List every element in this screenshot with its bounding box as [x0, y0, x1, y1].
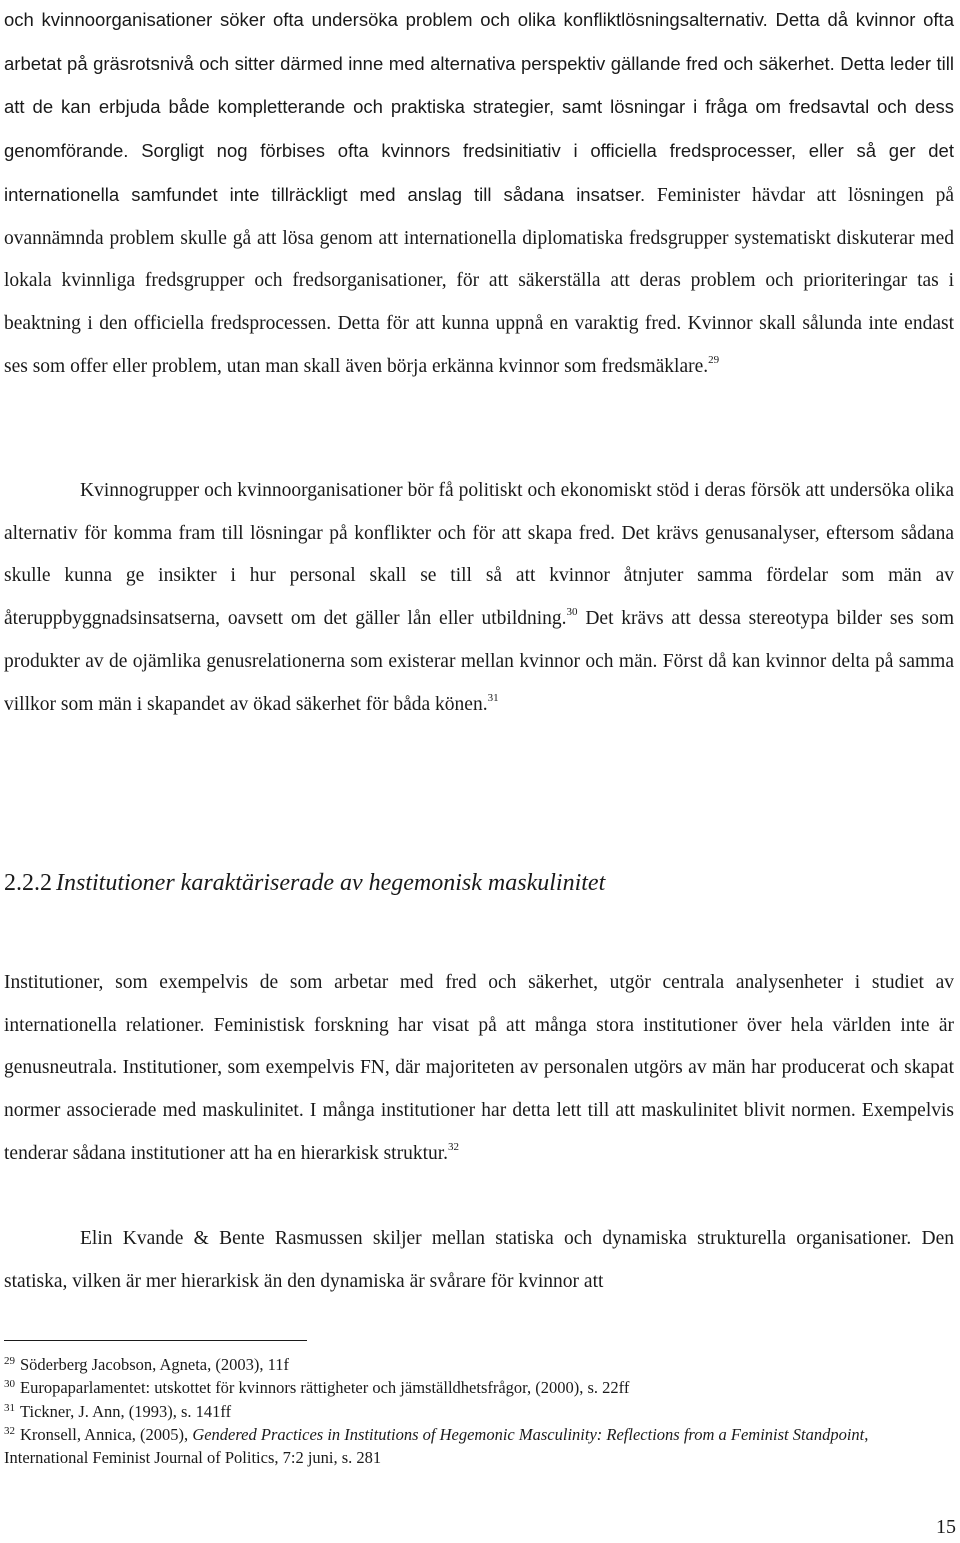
footnote-separator: [4, 1340, 307, 1341]
body-paragraph-2: [4, 470, 954, 726]
footnote-cited-title: Gendered Practices in Institutions of Hegemonic Masculinity: Reflections from a Feminist Standpoint: [192, 1424, 865, 1444]
body-paragraph-3: [4, 962, 954, 1176]
paragraph-3-text: Institutioner, som exempelvis de som arbetar med fred och säkerhet, utgör centrala analysenheter i studiet av internationella relationer. Feministisk forskning har visat på att många stora institutioner över hela världen inte är genusneutrala. Institutioner, som exempelvis FN, där majoriteten av personalen utgörs av män har producerat och skapat normer associerade med maskulinitet. I många institutioner har detta lett till att maskulinitet blivit normen. Exempelvis tenderar sådana institutioner att ha en hierarkisk struktur.: [4, 972, 954, 1164]
footnote-text: Söderberg Jacobson, Agneta, (2003), 11f: [20, 1355, 289, 1374]
footnotes: [4, 1353, 954, 1469]
paragraph-2-text-a: Kvinnogrupper och kvinnoorganisationer bör få politiskt och ekonomiskt stöd i deras försök att undersöka olika alternativ för komma fram till lösningar på konflikter och för att skapa fred. Det krävs genusanalyser, eftersom sådana skulle kunna ge insikter i hur personal skall se till så att kvinnor åtnjuter samma fördelar som män av återuppbyggnadsinsatserna, oavsett om det gäller lån eller utbildning.: [4, 480, 954, 630]
paragraph-1-sans-text: och kvinnoorganisationer söker ofta undersöka problem och olika konfliktlösningsalternativ. Detta då kvinnor ofta arbetat på gräsrotsnivå och sitter därmed inne med alternativa perspektiv gällande fred och säkerhet. Detta leder till att de kan erbjuda både kompletterande och praktiska strategier, samt lösningar i fråga om fredsavtal och dess genomförande. Sorgligt nog förbises ofta kvinnors fredsinitiativ i officiella fredsprocesser, eller så ger det internationella samfundet inte tillräckligt med anslag till sådana insatser.: [4, 9, 954, 205]
body-paragraph-4: [4, 1218, 954, 1303]
footnote-30: [4, 1376, 954, 1399]
footnote-ref-29: 29: [708, 353, 720, 366]
page-number: 15: [936, 1516, 956, 1538]
footnote-ref-30: 30: [566, 606, 578, 619]
footnote-number: 29: [4, 1355, 15, 1367]
footnote-text: Europaparlamentet: utskottet för kvinnors rättigheter och jämställdhetsfrågor, (2000), s. 22ff: [20, 1378, 630, 1398]
footnote-text: Tickner, J. Ann, (1993), s. 141ff: [20, 1401, 232, 1421]
section-heading-number: 2.2.2: [4, 870, 52, 896]
section-heading-title: Institutioner karaktäriserade av hegemonisk maskulinitet: [56, 870, 606, 896]
footnote-number: 30: [4, 1378, 15, 1391]
footnote-number: 32: [4, 1424, 15, 1437]
paragraph-2-text-b: Det krävs att dessa stereotypa bilder ses som produkter av de ojämlika genusrelationerna som existerar mellan kvinnor och män. Först då kan kvinnor delta på samma villkor som män i skapandet av ökad säkerhet för båda könen.: [4, 608, 955, 715]
footnote-text-after: , International Feminist Journal of Politics, 7:2 juni, s. 281: [4, 1424, 869, 1468]
footnote-32: [4, 1423, 954, 1470]
paragraph-4-text: Elin Kvande & Bente Rasmussen skiljer mellan statiska och dynamiska strukturella organisationer. Den statiska, vilken är mer hierarkisk än den dynamiska är svårare för kvinnor att: [4, 1228, 954, 1292]
footnote-text-before: Kronsell, Annica, (2005),: [20, 1424, 193, 1444]
body-paragraph-1: [4, 0, 954, 388]
footnote-ref-31: 31: [487, 691, 499, 704]
paragraph-1-serif-text: Feminister hävdar att lösningen på ovannämnda problem skulle gå att lösa genom att internationella diplomatiska fredsgrupper systematiskt diskuterar med lokala kvinnliga fredsgrupper och fredsorganisationer, för att säkerställa att deras problem och prioriteringar tas i beaktning i den officiella fredsprocessen. Detta för att kunna uppnå en varaktig fred. Kvinnor skall sålunda inte endast ses som offer eller problem, utan man skall även börja erkänna kvinnor som fredsmäklare.: [4, 184, 955, 377]
footnote-number: 31: [4, 1401, 15, 1414]
footnote-ref-32: 32: [448, 1140, 460, 1153]
footnote-29: [4, 1353, 954, 1376]
footnote-31: [4, 1400, 954, 1423]
section-heading: [4, 870, 605, 897]
